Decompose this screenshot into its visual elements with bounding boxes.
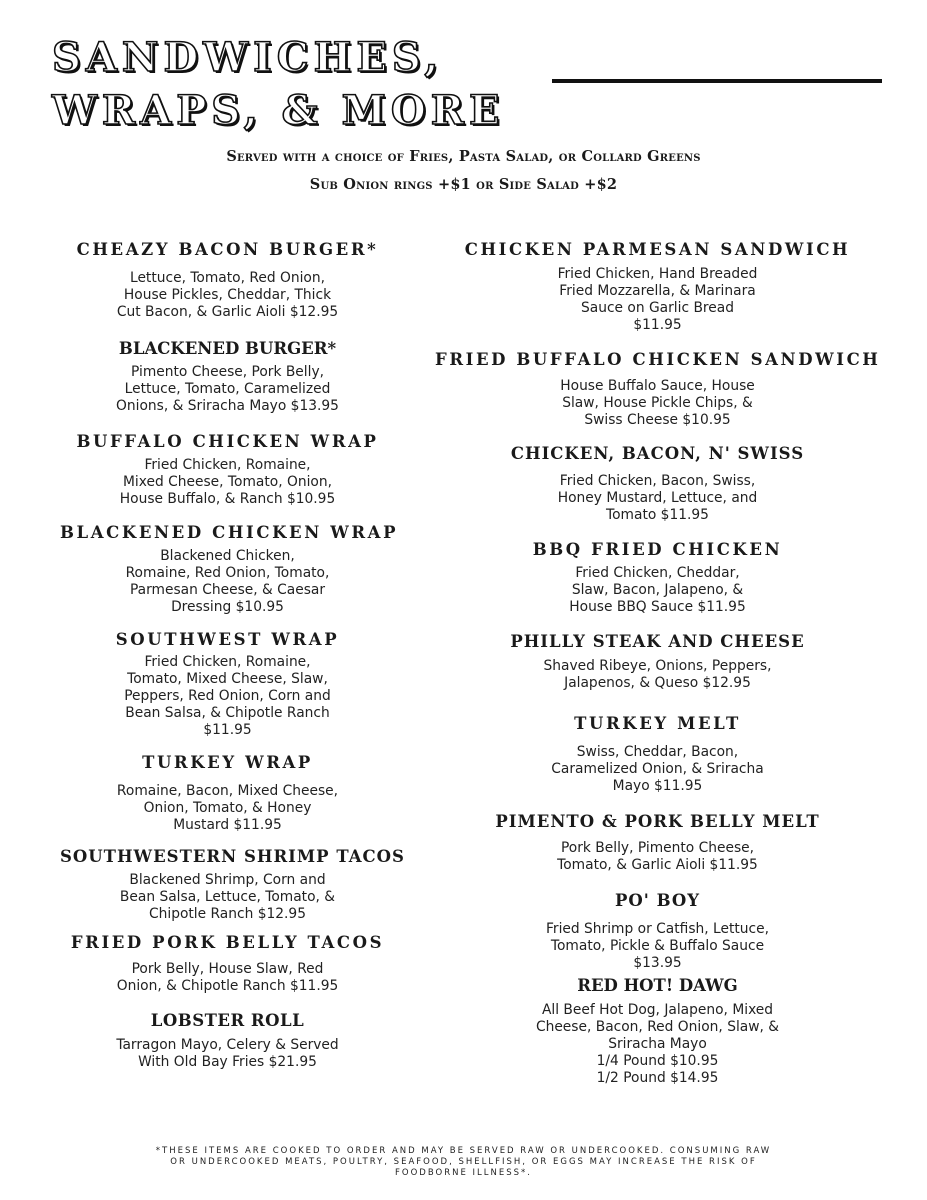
menu-title-line-2: WRAPS, & MORE bbox=[52, 87, 505, 134]
item-name: TURKEY MELT bbox=[574, 714, 741, 733]
substitution-note: Sub Onion rings +$1 or Side Salad +$2 bbox=[309, 176, 618, 193]
item-description: Pork Belly, Pimento Cheese, Tomato, & Garlic Aioli $11.95 bbox=[557, 840, 758, 873]
item-description: Fried Chicken, Romaine, Mixed Cheese, Tomato, Onion, House Buffalo, & Ranch $10.95 bbox=[119, 457, 336, 507]
menu-item bbox=[60, 630, 395, 739]
item-name: RED HOT! DAWG bbox=[577, 976, 738, 995]
menu-item bbox=[60, 1011, 395, 1071]
item-description: Pimento Cheese, Pork Belly, Lettuce, Tomato, Caramelized Onions, & Sriracha Mayo $13.95 bbox=[116, 364, 339, 414]
item-name: LOBSTER ROLL bbox=[150, 1011, 305, 1030]
item-description: Fried Chicken, Bacon, Swiss, Honey Mustard, Lettuce, and Tomato $11.95 bbox=[557, 473, 758, 523]
item-name: PHILLY STEAK AND CHEESE bbox=[510, 632, 805, 651]
menu-item bbox=[60, 339, 395, 415]
item-name: BLACKENED BURGER* bbox=[118, 339, 337, 358]
item-description: All Beef Hot Dog, Jalapeno, Mixed Cheese, Bacon, Red Onion, Slaw, & Sriracha Mayo 1/4 Pound $10.95 1/2 Pound $14.95 bbox=[535, 1002, 780, 1086]
item-description: Romaine, Bacon, Mixed Cheese, Onion, Tomato, & Honey Mustard $11.95 bbox=[116, 783, 339, 833]
item-name: PO' BOY bbox=[615, 891, 700, 910]
menu-item bbox=[60, 523, 399, 616]
menu-item bbox=[435, 540, 880, 616]
right-menu-column bbox=[435, 240, 880, 1087]
menu-item bbox=[435, 812, 880, 874]
menu-item bbox=[435, 240, 880, 334]
item-name: CHICKEN, BACON, N' SWISS bbox=[510, 444, 805, 463]
item-name: FRIED PORK BELLY TACOS bbox=[70, 933, 385, 952]
menu-item bbox=[435, 632, 880, 692]
item-name: FRIED BUFFALO CHICKEN SANDWICH bbox=[435, 350, 881, 369]
menu-item bbox=[60, 753, 395, 834]
sides-note: Served with a choice of Fries, Pasta Salad, or Collard Greens bbox=[226, 148, 701, 165]
item-name: BLACKENED CHICKEN WRAP bbox=[60, 523, 399, 542]
item-name: SOUTHWEST WRAP bbox=[115, 630, 340, 649]
food-safety-disclaimer: *THESE ITEMS ARE COOKED TO ORDER AND MAY BE SERVED RAW OR UNDERCOOKED. CONSUMING RAW OR UNDERCOOKED MEATS, POULTRY, SEAFOOD, SHELLFISH, OR EGGS MAY INCREASE THE RISK OF FOODBORNE ILLNESS*. bbox=[155, 1146, 772, 1178]
menu-item bbox=[435, 976, 880, 1087]
item-description: Blackened Chicken, Romaine, Red Onion, Tomato, Parmesan Cheese, & Caesar Dressing $10.95 bbox=[125, 548, 330, 615]
title-divider bbox=[552, 79, 882, 83]
menu-item bbox=[60, 432, 395, 508]
item-name: BUFFALO CHICKEN WRAP bbox=[76, 432, 379, 451]
menu-item bbox=[435, 444, 880, 524]
item-description: House Buffalo Sauce, House Slaw, House Pickle Chips, & Swiss Cheese $10.95 bbox=[560, 378, 755, 428]
item-description: Fried Chicken, Hand Breaded Fried Mozzarella, & Marinara Sauce on Garlic Bread $11.95 bbox=[557, 266, 758, 333]
item-name: TURKEY WRAP bbox=[142, 753, 313, 772]
item-description: Tarragon Mayo, Celery & Served With Old Bay Fries $21.95 bbox=[116, 1037, 339, 1070]
menu-title-line-1: SANDWICHES, bbox=[52, 34, 444, 81]
left-menu-column bbox=[60, 240, 405, 1071]
menu-item bbox=[60, 933, 395, 995]
menu-item bbox=[60, 240, 395, 321]
menu-item bbox=[60, 847, 405, 923]
item-name: CHEAZY BACON BURGER* bbox=[76, 240, 379, 259]
item-description: Pork Belly, House Slaw, Red Onion, & Chipotle Ranch $11.95 bbox=[116, 961, 339, 994]
item-name: BBQ FRIED CHICKEN bbox=[532, 540, 783, 559]
menu-item bbox=[435, 350, 880, 429]
item-description: Blackened Shrimp, Corn and Bean Salsa, Lettuce, Tomato, & Chipotle Ranch $12.95 bbox=[119, 872, 336, 922]
item-name: PIMENTO & PORK BELLY MELT bbox=[495, 812, 820, 831]
item-description: Shaved Ribeye, Onions, Peppers, Jalapenos, & Queso $12.95 bbox=[543, 658, 772, 691]
menu-item bbox=[435, 891, 880, 972]
item-name: CHICKEN PARMESAN SANDWICH bbox=[464, 240, 851, 259]
item-description: Fried Shrimp or Catfish, Lettuce, Tomato, Pickle & Buffalo Sauce $13.95 bbox=[545, 921, 769, 971]
item-description: Swiss, Cheddar, Bacon, Caramelized Onion, & Sriracha Mayo $11.95 bbox=[551, 744, 764, 794]
item-name: SOUTHWESTERN SHRIMP TACOS bbox=[60, 847, 405, 866]
item-description: Fried Chicken, Romaine, Tomato, Mixed Cheese, Slaw, Peppers, Red Onion, Corn and Bean Salsa, & Chipotle Ranch $11.95 bbox=[124, 654, 331, 738]
item-description: Fried Chicken, Cheddar, Slaw, Bacon, Jalapeno, & House BBQ Sauce $11.95 bbox=[569, 565, 746, 615]
menu-item bbox=[435, 714, 880, 795]
item-description: Lettuce, Tomato, Red Onion, House Pickles, Cheddar, Thick Cut Bacon, & Garlic Aioli $12.95 bbox=[116, 270, 339, 320]
